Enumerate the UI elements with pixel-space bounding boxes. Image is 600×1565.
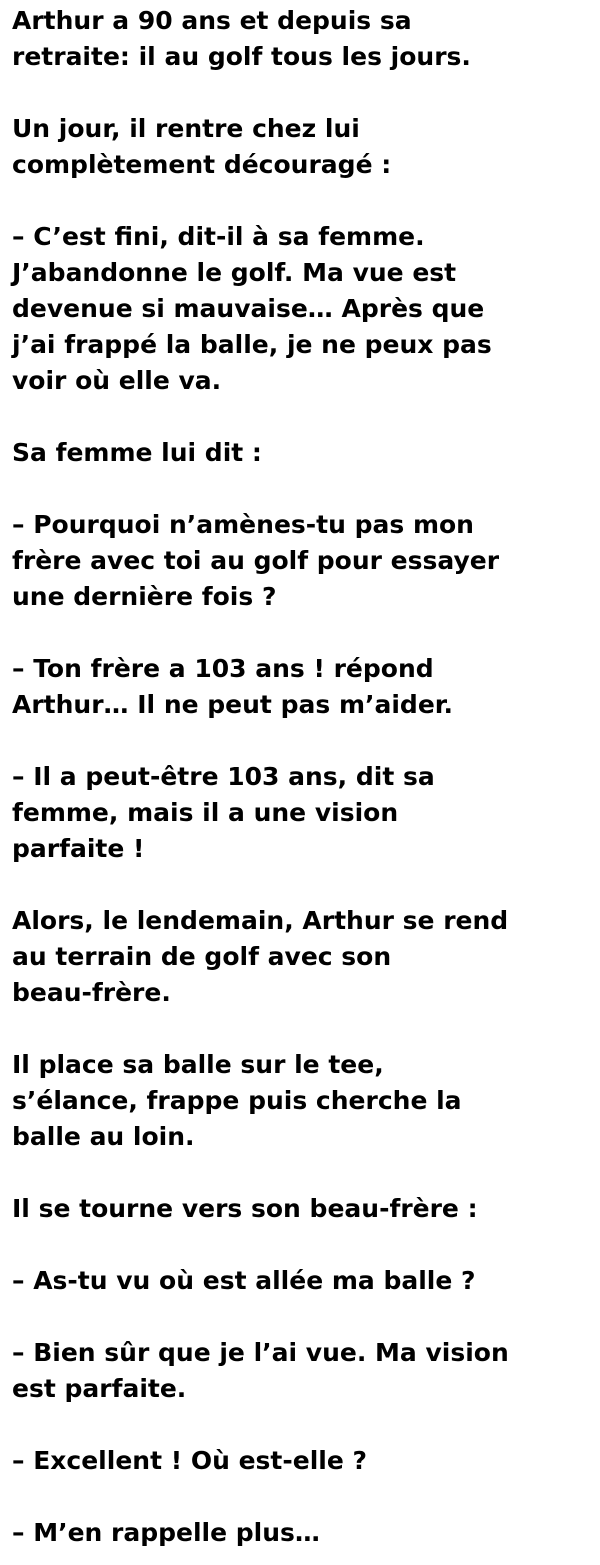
- text-line: Un jour, il rentre chez lui: [12, 114, 360, 143]
- text-line: frère avec toi au golf pour essayer: [12, 546, 500, 575]
- text-line: – Il a peut-être 103 ans, dit sa: [12, 762, 435, 791]
- paragraph-tee-shot: [12, 1047, 592, 1155]
- text-line: voir où elle va.: [12, 366, 222, 395]
- paragraph-brother-age: [12, 651, 592, 723]
- text-line: parfaite !: [12, 834, 145, 863]
- paragraph-bring-brother: [12, 507, 592, 615]
- text-line: – Ton frère a 103 ans ! répond: [12, 654, 434, 683]
- text-line: devenue si mauvaise… Après que: [12, 294, 485, 323]
- text-line: Sa femme lui dit :: [12, 438, 262, 467]
- paragraph-discouraged: [12, 111, 592, 183]
- text-line: Arthur a 90 ans et depuis sa: [12, 6, 412, 35]
- paragraph-quit-golf: [12, 219, 592, 399]
- paragraph-intro: [12, 3, 592, 75]
- text-line: – C’est fini, dit-il à sa femme.: [12, 222, 425, 251]
- paragraph-did-you-see: [12, 1263, 592, 1299]
- text-line: – As-tu vu où est allée ma balle ?: [12, 1266, 476, 1295]
- text-line: est parfaite.: [12, 1374, 187, 1403]
- text-line: complètement découragé :: [12, 150, 392, 179]
- paragraph-where-is-it: [12, 1443, 592, 1479]
- text-line: j’ai frappé la balle, je ne peux pas: [12, 330, 492, 359]
- paragraph-punchline: [12, 1515, 592, 1551]
- text-line: Il place sa balle sur le tee,: [12, 1050, 384, 1079]
- paragraph-of-course: [12, 1335, 592, 1407]
- paragraph-wife-says: [12, 435, 592, 471]
- text-line: Alors, le lendemain, Arthur se rend: [12, 906, 509, 935]
- paragraph-next-day: [12, 903, 592, 1011]
- text-line: une dernière fois ?: [12, 582, 277, 611]
- text-line: au terrain de golf avec son: [12, 942, 392, 971]
- text-line: Arthur… Il ne peut pas m’aider.: [12, 690, 454, 719]
- text-line: – Pourquoi n’amènes-tu pas mon: [12, 510, 474, 539]
- text-line: femme, mais il a une vision: [12, 798, 399, 827]
- text-line: Il se tourne vers son beau-frère :: [12, 1194, 478, 1223]
- text-line: J’abandonne le golf. Ma vue est: [12, 258, 457, 287]
- paragraph-perfect-vision: [12, 759, 592, 867]
- paragraph-turns: [12, 1191, 592, 1227]
- text-line: – Excellent ! Où est-elle ?: [12, 1446, 368, 1475]
- text-line: – Bien sûr que je l’ai vue. Ma vision: [12, 1338, 509, 1367]
- text-line: – M’en rappelle plus…: [12, 1518, 320, 1547]
- text-line: beau-frère.: [12, 978, 171, 1007]
- text-line: s’élance, frappe puis cherche la: [12, 1086, 462, 1115]
- text-line: retraite: il au golf tous les jours.: [12, 42, 471, 71]
- text-line: balle au loin.: [12, 1122, 195, 1151]
